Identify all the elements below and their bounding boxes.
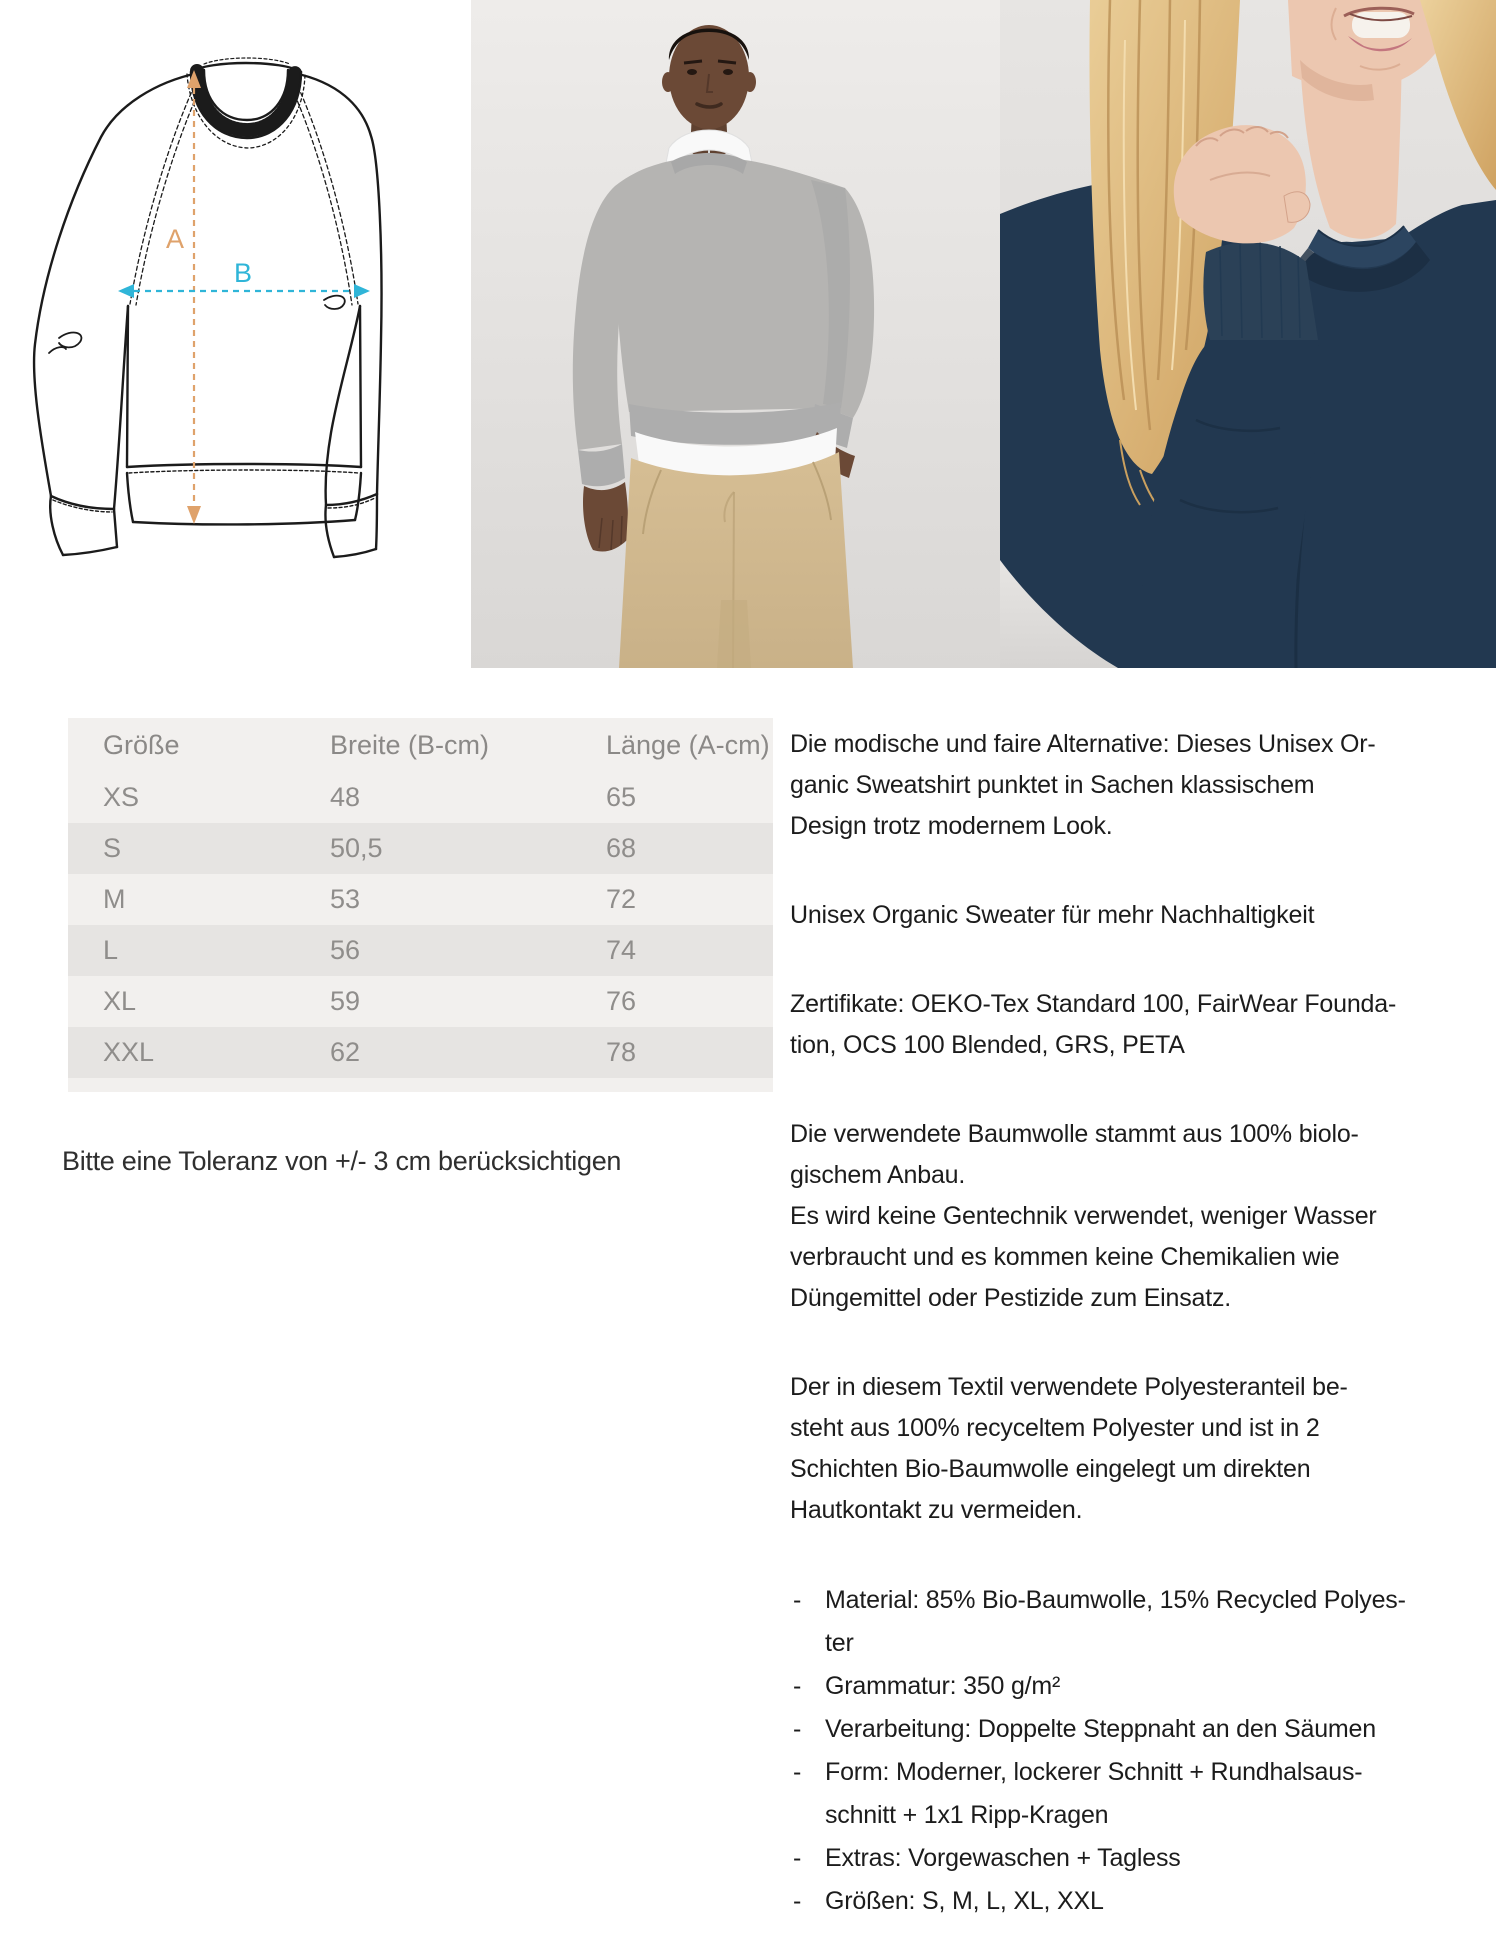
detail-text: Verarbeitung: Doppelte Steppnaht an den Säumen [825,1715,1376,1743]
width-cell: 62 [330,1037,361,1067]
model-photo-male [471,0,1000,668]
size-cell: XL [103,986,137,1016]
width-cell: 48 [330,782,361,812]
size-table-header-width: Breite (B-cm) [329,718,605,772]
size-table-header-size: Größe [68,718,329,772]
bullet-dash: - [793,1887,802,1915]
product-details-list [790,1579,1496,1923]
bullet-dash: - [793,1758,802,1786]
length-cell: 74 [606,935,637,965]
detail-text: Grammatur: 350 g/m² [825,1672,1061,1700]
tolerance-note: Bitte eine Toleranz von +/- 3 cm berücksichtigen [62,1146,622,1176]
arrow-right-icon [354,284,370,298]
detail-text: Material: 85% Bio-Baumwolle, 15% Recycled Polyes- ter [825,1586,1406,1657]
size-cell: L [103,935,119,965]
size-cell: S [103,833,122,863]
size-table-row [68,772,773,823]
size-cell: XS [103,782,140,812]
detail-item [790,1751,1496,1837]
detail-text: Extras: Vorgewaschen + Tagless [825,1844,1181,1872]
detail-text: Form: Moderner, lockerer Schnitt + Rundhalsaus- schnitt + 1x1 Ripp-Kragen [825,1758,1363,1829]
detail-item [790,1665,1496,1708]
bullet-dash: - [793,1586,802,1614]
arrow-left-icon [118,284,134,298]
khaki-chinos [619,452,853,668]
detail-item [790,1837,1496,1880]
label-b: B [234,258,253,288]
description-paragraph: Die verwendete Baumwolle stammt aus 100% biolo- gischem Anbau. Es wird keine Gentechnik verwendet, weniger Wasser verbraucht und es kommen keine Chemikalien wie Düngemittel oder Pestizide zum Einsatz. [790,1120,1377,1312]
bullet-dash: - [793,1672,802,1700]
width-cell: 56 [330,935,361,965]
description-paragraph: Unisex Organic Sweater für mehr Nachhaltigkeit [790,901,1315,929]
size-cell: M [103,884,126,914]
measurement-line-a [166,70,201,524]
description-paragraph: Der in diesem Textil verwendete Polyesteranteil be- steht aus 100% recyceltem Polyester und ist in 2 Schichten Bio-Baumwolle eingelegt um direkten Hautkontakt zu vermeiden. [790,1373,1348,1524]
length-cell: 68 [606,833,637,863]
size-table [68,718,773,1092]
size-table-row [68,823,773,874]
detail-item [790,1880,1496,1923]
size-table-header-row [68,718,773,772]
width-cell: 59 [330,986,361,1016]
detail-item [790,1579,1496,1665]
size-table-header-length: Länge (A-cm) [605,718,773,772]
description-paragraph: Die modische und faire Alternative: Dieses Unisex Or- ganic Sweatshirt punktet in Sachen klassischem Design trotz modernem Look. [790,730,1376,840]
width-cell: 50,5 [330,833,383,863]
measurement-line-b [118,258,370,298]
label-a: A [166,224,185,254]
size-table-row [68,1027,773,1078]
bullet-dash: - [793,1844,802,1872]
size-diagram-sketch [4,8,384,564]
product-gallery [0,0,1496,668]
model-photo-female [1000,0,1496,668]
description-paragraph: Zertifikate: OEKO-Tex Standard 100, FairWear Founda- tion, OCS 100 Blended, GRS, PETA [790,990,1397,1059]
smile-teeth [1352,12,1410,38]
length-cell: 72 [606,884,637,914]
length-cell: 78 [606,1037,637,1067]
arrow-down-icon [187,506,201,524]
length-cell: 76 [606,986,637,1016]
detail-text: Größen: S, M, L, XL, XXL [825,1887,1104,1915]
bullet-dash: - [793,1715,802,1743]
size-table-row [68,874,773,925]
detail-item [790,1708,1496,1751]
size-table-row [68,976,773,1027]
product-description [790,724,1496,1579]
size-cell: XXL [103,1037,155,1067]
sketch-outline [34,58,381,557]
width-cell: 53 [330,884,361,914]
length-cell: 65 [606,782,637,812]
size-table-row [68,925,773,976]
